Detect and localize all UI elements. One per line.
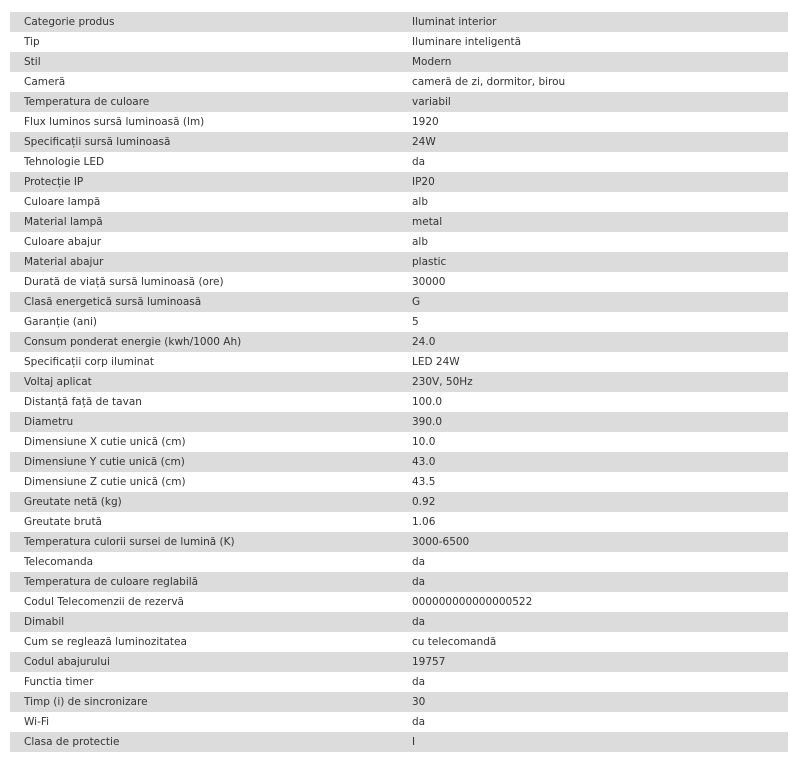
spec-value: Iluminare inteligentă xyxy=(398,32,788,52)
spec-value: 30 xyxy=(398,692,788,712)
spec-value: cameră de zi, dormitor, birou xyxy=(398,72,788,92)
spec-value: da xyxy=(398,152,788,172)
spec-row xyxy=(10,532,788,552)
spec-row xyxy=(10,132,788,152)
spec-row xyxy=(10,352,788,372)
spec-label: Temperatura de culoare xyxy=(10,92,398,112)
spec-label: Categorie produs xyxy=(10,12,398,32)
spec-row xyxy=(10,492,788,512)
spec-value: I xyxy=(398,732,788,752)
spec-label: Distanță față de tavan xyxy=(10,392,398,412)
spec-label: Stil xyxy=(10,52,398,72)
spec-row xyxy=(10,552,788,572)
spec-value: G xyxy=(398,292,788,312)
spec-value: 30000 xyxy=(398,272,788,292)
spec-row xyxy=(10,12,788,32)
spec-value: da xyxy=(398,672,788,692)
spec-value: 24.0 xyxy=(398,332,788,352)
spec-label: Cum se reglează luminozitatea xyxy=(10,632,398,652)
spec-row xyxy=(10,632,788,652)
spec-label: Voltaj aplicat xyxy=(10,372,398,392)
spec-label: Clasă energetică sursă luminoasă xyxy=(10,292,398,312)
spec-label: Material lampă xyxy=(10,212,398,232)
spec-label: Functia timer xyxy=(10,672,398,692)
spec-value: Modern xyxy=(398,52,788,72)
spec-label: Flux luminos sursă luminoasă (lm) xyxy=(10,112,398,132)
spec-row xyxy=(10,432,788,452)
spec-row xyxy=(10,612,788,632)
spec-row xyxy=(10,192,788,212)
spec-value: da xyxy=(398,552,788,572)
spec-value: 3000-6500 xyxy=(398,532,788,552)
spec-row xyxy=(10,392,788,412)
spec-label: Codul Telecomenzii de rezervă xyxy=(10,592,398,612)
spec-label: Dimensiune X cutie unică (cm) xyxy=(10,432,398,452)
spec-value: 19757 xyxy=(398,652,788,672)
spec-label: Culoare lampă xyxy=(10,192,398,212)
spec-row xyxy=(10,512,788,532)
spec-label: Dimabil xyxy=(10,612,398,632)
spec-value: 0.92 xyxy=(398,492,788,512)
spec-row xyxy=(10,292,788,312)
spec-row xyxy=(10,212,788,232)
spec-value: 43.5 xyxy=(398,472,788,492)
spec-label: Garanție (ani) xyxy=(10,312,398,332)
spec-row xyxy=(10,312,788,332)
spec-label: Specificații sursă luminoasă xyxy=(10,132,398,152)
spec-value: LED 24W xyxy=(398,352,788,372)
spec-value: 5 xyxy=(398,312,788,332)
spec-label: Cameră xyxy=(10,72,398,92)
spec-label: Culoare abajur xyxy=(10,232,398,252)
spec-label: Diametru xyxy=(10,412,398,432)
spec-row xyxy=(10,332,788,352)
spec-label: Tip xyxy=(10,32,398,52)
spec-value: 1.06 xyxy=(398,512,788,532)
spec-row xyxy=(10,732,788,752)
specifications-table xyxy=(10,12,788,752)
spec-value: Iluminat interior xyxy=(398,12,788,32)
spec-label: Durată de viață sursă luminoasă (ore) xyxy=(10,272,398,292)
spec-row xyxy=(10,152,788,172)
spec-label: Codul abajurului xyxy=(10,652,398,672)
spec-value: variabil xyxy=(398,92,788,112)
spec-value: 1920 xyxy=(398,112,788,132)
spec-row xyxy=(10,452,788,472)
spec-row xyxy=(10,92,788,112)
spec-value: 10.0 xyxy=(398,432,788,452)
spec-value: plastic xyxy=(398,252,788,272)
spec-row xyxy=(10,712,788,732)
spec-value: da xyxy=(398,612,788,632)
spec-row xyxy=(10,32,788,52)
spec-value: 43.0 xyxy=(398,452,788,472)
spec-label: Temperatura de culoare reglabilă xyxy=(10,572,398,592)
spec-label: Material abajur xyxy=(10,252,398,272)
spec-row xyxy=(10,412,788,432)
spec-label: Timp (i) de sincronizare xyxy=(10,692,398,712)
spec-label: Specificații corp iluminat xyxy=(10,352,398,372)
spec-row xyxy=(10,592,788,612)
spec-row xyxy=(10,52,788,72)
spec-value: cu telecomandă xyxy=(398,632,788,652)
spec-label: Clasa de protectie xyxy=(10,732,398,752)
spec-label: Protecție IP xyxy=(10,172,398,192)
spec-label: Greutate brută xyxy=(10,512,398,532)
spec-row xyxy=(10,372,788,392)
spec-value: alb xyxy=(398,232,788,252)
spec-row xyxy=(10,232,788,252)
spec-value: da xyxy=(398,572,788,592)
spec-row xyxy=(10,252,788,272)
spec-row xyxy=(10,692,788,712)
spec-label: Dimensiune Z cutie unică (cm) xyxy=(10,472,398,492)
spec-label: Tehnologie LED xyxy=(10,152,398,172)
spec-label: Greutate netă (kg) xyxy=(10,492,398,512)
spec-label: Wi-Fi xyxy=(10,712,398,732)
spec-value: 24W xyxy=(398,132,788,152)
spec-value: da xyxy=(398,712,788,732)
spec-value: IP20 xyxy=(398,172,788,192)
spec-value: 390.0 xyxy=(398,412,788,432)
spec-label: Dimensiune Y cutie unică (cm) xyxy=(10,452,398,472)
spec-value: 000000000000000522 xyxy=(398,592,788,612)
spec-row xyxy=(10,652,788,672)
spec-row xyxy=(10,572,788,592)
spec-row xyxy=(10,672,788,692)
spec-value: metal xyxy=(398,212,788,232)
spec-label: Temperatura culorii sursei de lumină (K) xyxy=(10,532,398,552)
spec-row xyxy=(10,72,788,92)
spec-value: alb xyxy=(398,192,788,212)
spec-label: Telecomanda xyxy=(10,552,398,572)
spec-value: 100.0 xyxy=(398,392,788,412)
spec-row xyxy=(10,172,788,192)
spec-row xyxy=(10,112,788,132)
spec-row xyxy=(10,472,788,492)
specifications-body xyxy=(10,12,788,752)
spec-label: Consum ponderat energie (kwh/1000 Ah) xyxy=(10,332,398,352)
spec-value: 230V, 50Hz xyxy=(398,372,788,392)
spec-row xyxy=(10,272,788,292)
